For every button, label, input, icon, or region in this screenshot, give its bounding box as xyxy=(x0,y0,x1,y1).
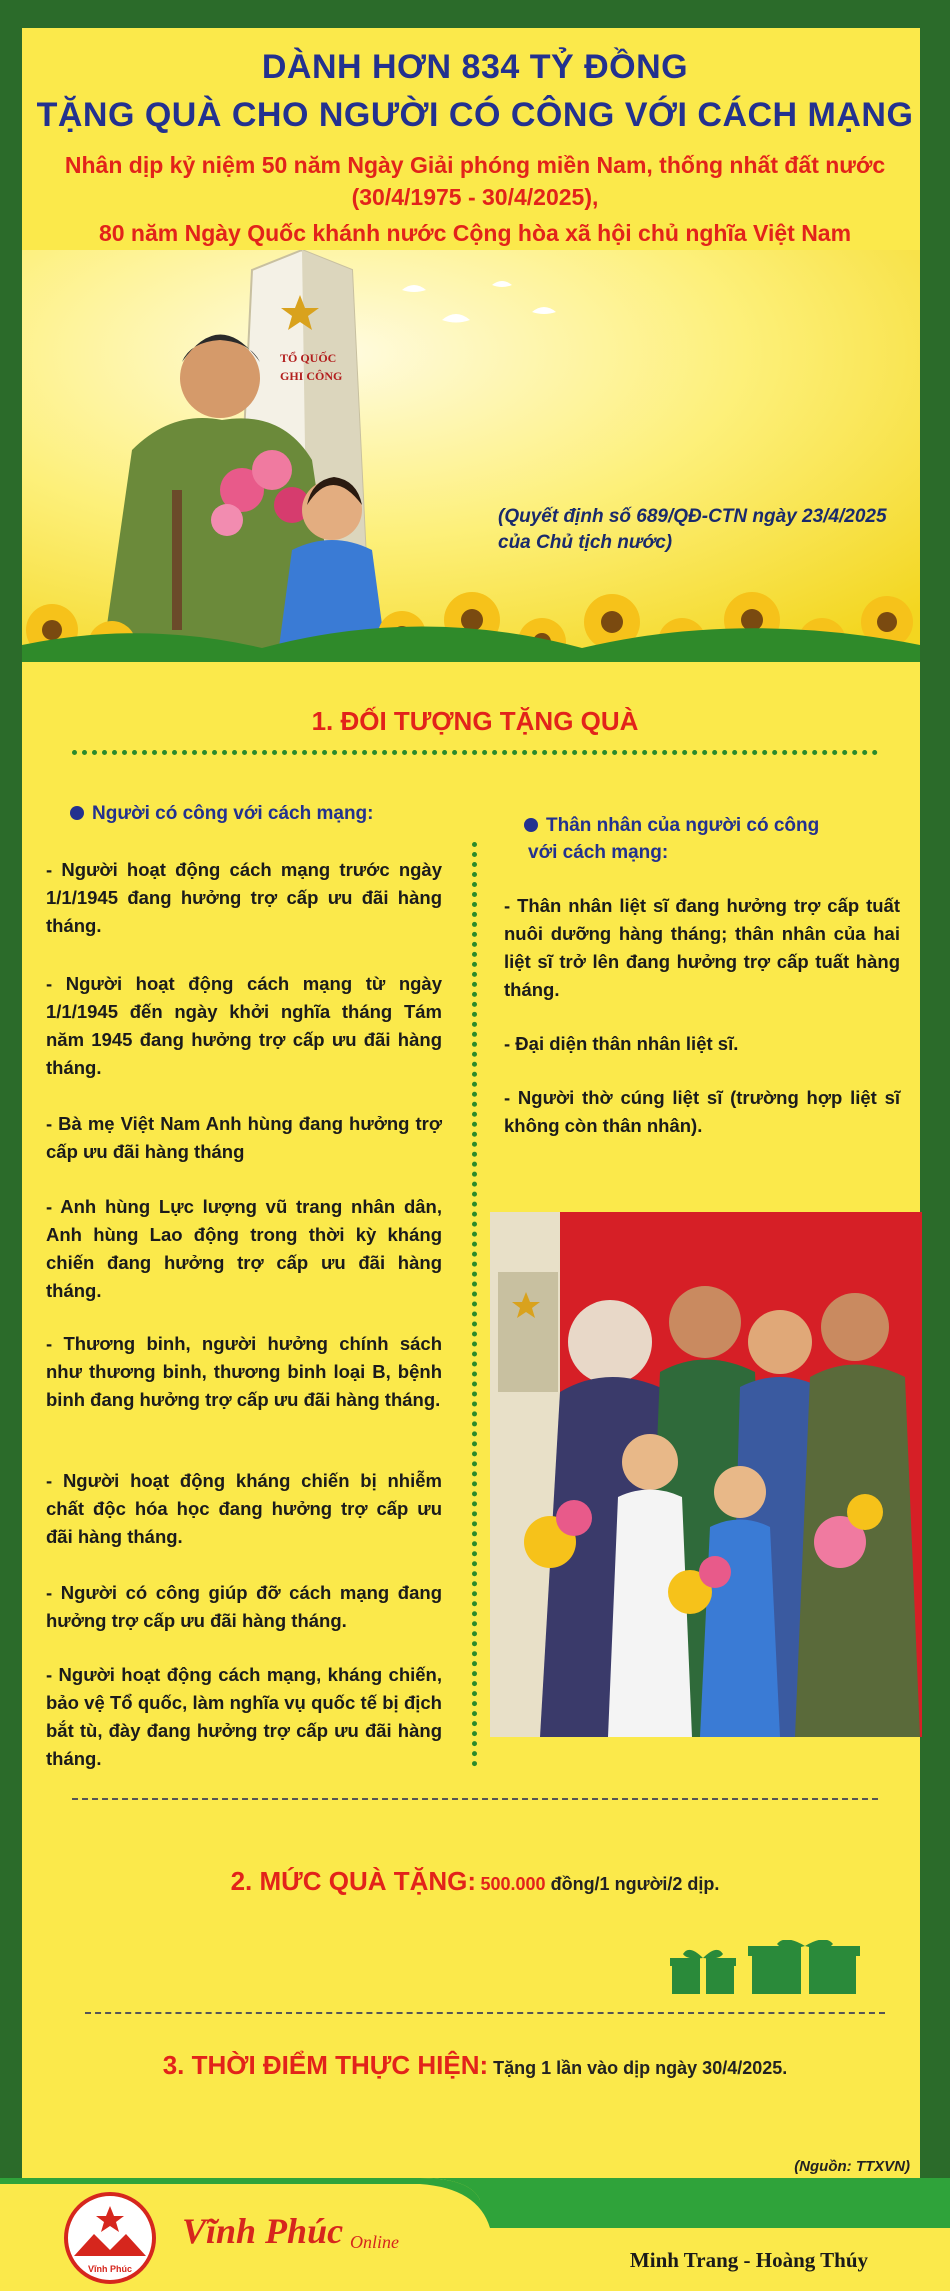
decision-line-1: (Quyết định số 689/QĐ-CTN ngày 23/4/2025 xyxy=(498,506,887,527)
monument-text-1: TỔ QUỐC xyxy=(280,351,337,365)
bullet-dot-icon xyxy=(524,818,538,832)
section2-divider xyxy=(72,1798,878,1800)
left-list-item: - Người hoạt động kháng chiến bị nhiễm chất độc hóa học đang hưởng trợ cấp ưu đãi hàng tháng. xyxy=(46,1470,442,1547)
right-heading xyxy=(524,812,819,866)
right-heading-text-2: với cách mạng: xyxy=(528,842,669,863)
left-heading-text: Người có công với cách mạng: xyxy=(92,803,374,824)
left-list-item: - Người có công giúp đỡ cách mạng đang hưởng trợ cấp ưu đãi hàng tháng. xyxy=(46,1582,442,1631)
left-list-item: - Người hoạt động cách mạng từ ngày 1/1/1945 đến ngày khởi nghĩa tháng Tám năm 1945 đang hưởng trợ cấp ưu đãi hàng tháng. xyxy=(46,973,442,1078)
section1-title: 1. ĐỐI TƯỢNG TẶNG QUÀ xyxy=(311,706,639,736)
bullet-dot-icon xyxy=(70,806,84,820)
brand-sub: Online xyxy=(350,2232,399,2252)
gift-icon xyxy=(670,1940,860,1996)
decision-note xyxy=(498,504,918,556)
family-illustration xyxy=(490,1212,922,1737)
section2-title: 2. MỨC QUÀ TẶNG: xyxy=(230,1866,477,1896)
right-list-item: - Đại diện thân nhân liệt sĩ. xyxy=(504,1033,739,1054)
family-svg xyxy=(490,1212,922,1737)
left-list-item: - Bà mẹ Việt Nam Anh hùng đang hưởng trợ cấp ưu đãi hàng tháng xyxy=(46,1113,442,1162)
section1-divider xyxy=(72,750,878,755)
section3-line xyxy=(0,2050,950,2081)
authors: Minh Trang - Hoàng Thúy xyxy=(629,2248,868,2272)
left-list-item: - Thương binh, người hưởng chính sách như thương binh, thương binh loại B, bệnh binh đang hưởng trợ cấp ưu đãi hàng tháng. xyxy=(46,1333,442,1410)
section2-rest: đồng/1 người/2 dịp. xyxy=(545,1874,720,1894)
left-list-item: - Người hoạt động cách mạng trước ngày 1/1/1945 đang hưởng trợ cấp ưu đãi hàng tháng. xyxy=(46,859,442,936)
left-list-item: - Người hoạt động cách mạng, kháng chiến, bảo vệ Tổ quốc, làm nghĩa vụ quốc tế bị địch bắt tù, đày đang hưởng trợ cấp ưu đãi hàng tháng. xyxy=(46,1664,442,1769)
left-list-item: - Anh hùng Lực lượng vũ trang nhân dân, Anh hùng Lao động trong thời kỳ kháng chiến đang hưởng trợ cấp ưu đãi hàng tháng. xyxy=(46,1196,442,1301)
hero-svg xyxy=(22,250,920,662)
right-list-item: - Người thờ cúng liệt sĩ (trường hợp liệt sĩ không còn thân nhân). xyxy=(504,1087,900,1136)
section3-divider xyxy=(85,2012,885,2014)
source-credit: (Nguồn: TTXVN) xyxy=(794,2158,910,2175)
brand-name: Vĩnh Phúc xyxy=(182,2211,344,2251)
right-list-item: - Thân nhân liệt sĩ đang hưởng trợ cấp tuất nuôi dưỡng hàng tháng; thân nhân của hai liệt sĩ trở lên đang hưởng trợ cấp tuất hàng tháng. xyxy=(504,895,900,1000)
section3-rest: Tặng 1 lần vào dịp ngày 30/4/2025. xyxy=(488,2058,788,2078)
title-line-2: TẶNG QUÀ CHO NGƯỜI CÓ CÔNG VỚI CÁCH MẠNG xyxy=(36,96,914,134)
column-divider xyxy=(472,842,477,1767)
subtitle-line-2: (30/4/1975 - 30/4/2025), xyxy=(351,184,599,210)
title-line-1: DÀNH HƠN 834 TỶ ĐỒNG xyxy=(261,48,689,86)
section2-amount: 500.000 xyxy=(480,1874,546,1894)
right-heading-text-1: Thân nhân của người có công xyxy=(546,815,820,836)
subtitle-line-3: 80 năm Ngày Quốc khánh nước Cộng hòa xã hội chủ nghĩa Việt Nam xyxy=(98,220,852,246)
vinh-phuc-logo xyxy=(60,2192,160,2284)
left-heading xyxy=(70,800,373,827)
hero-illustration xyxy=(22,250,920,662)
logo-text: Vĩnh Phúc xyxy=(87,2264,133,2274)
monument-text-2: GHI CÔNG xyxy=(280,369,343,383)
section3-title: 3. THỜI ĐIỂM THỰC HIỆN: xyxy=(162,2050,489,2080)
section2-line xyxy=(0,1866,950,1897)
decision-line-2: của Chủ tịch nước) xyxy=(498,532,673,553)
subtitle-line-1: Nhân dịp kỷ niệm 50 năm Ngày Giải phóng miền Nam, thống nhất đất nước xyxy=(64,152,886,178)
